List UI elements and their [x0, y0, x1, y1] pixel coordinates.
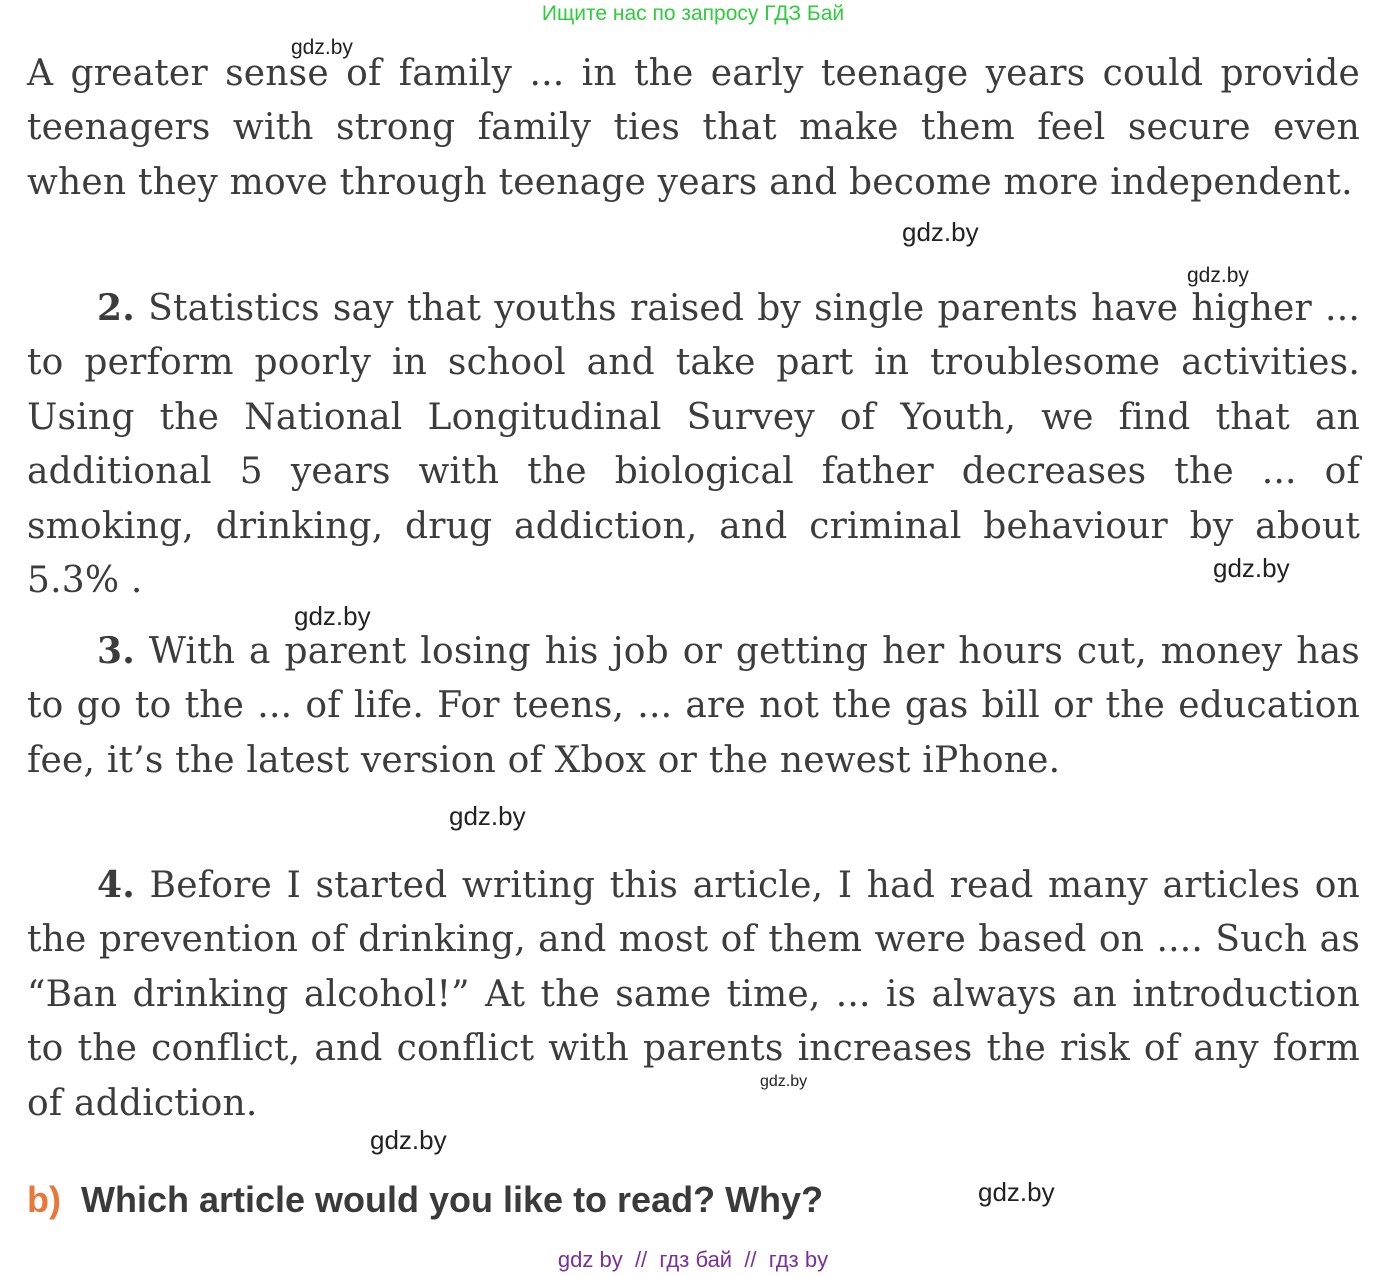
paragraph-2 — [27, 281, 1360, 608]
paragraph-4-text: Before I started writing this article, I had read many articles on the prevention of drinking, and most of them were based on .... Such as “Ban drinking alcohol!” At the same time, ... is always an introduction to the conflict, and conflict with parents increases the risk of any form of addiction. — [27, 865, 1360, 1124]
watermark: gdz.by — [902, 217, 979, 247]
question-text: Which article would you like to read? Why? — [80, 1179, 824, 1220]
question-letter: b) — [27, 1179, 61, 1220]
watermark: gdz.by — [760, 1073, 808, 1090]
watermark: gdz.by — [370, 1125, 447, 1155]
question-b — [27, 1178, 823, 1222]
watermark: gdz.by — [1213, 553, 1290, 583]
paragraph-3-text: With a parent losing his job or getting her hours cut, money has to go to the ... of life. For teens, ... are not the gas bill or the education fee, it’s the latest version of Xbox or the newest iPhone. — [27, 631, 1360, 781]
paragraph-1 — [27, 47, 1360, 210]
paragraph-4-number: 4. — [97, 864, 135, 906]
paragraph-2-number: 2. — [97, 287, 135, 329]
paragraph-4 — [27, 858, 1360, 1131]
watermark: gdz.by — [291, 36, 353, 59]
paragraph-3-number: 3. — [97, 630, 135, 672]
paragraph-2-text: Statistics say that youths raised by single parents have higher ... to perform poorly in school and take part in troublesome activities. Using the National Longitudinal Survey of Youth, we find that an additional 5 years with the biological father decreases the ... of smoking, drinking, drug addiction, and criminal behaviour by about 5.3% . — [27, 288, 1360, 602]
watermark: gdz.by — [294, 601, 371, 631]
watermark: gdz.by — [978, 1177, 1055, 1207]
top-banner: Ищите нас по запросу ГДЗ Бай — [541, 2, 845, 25]
paragraph-3 — [27, 624, 1360, 788]
footer-links: gdz by // гдз бай // гдз by — [557, 1247, 829, 1272]
watermark: gdz.by — [449, 801, 526, 831]
watermark: gdz.by — [1187, 264, 1249, 287]
paragraph-1-text: A greater sense of family ... in the early teenage years could provide teenagers with strong family ties that make them feel secure even when they move through teenage years and become more independent. — [27, 53, 1360, 203]
